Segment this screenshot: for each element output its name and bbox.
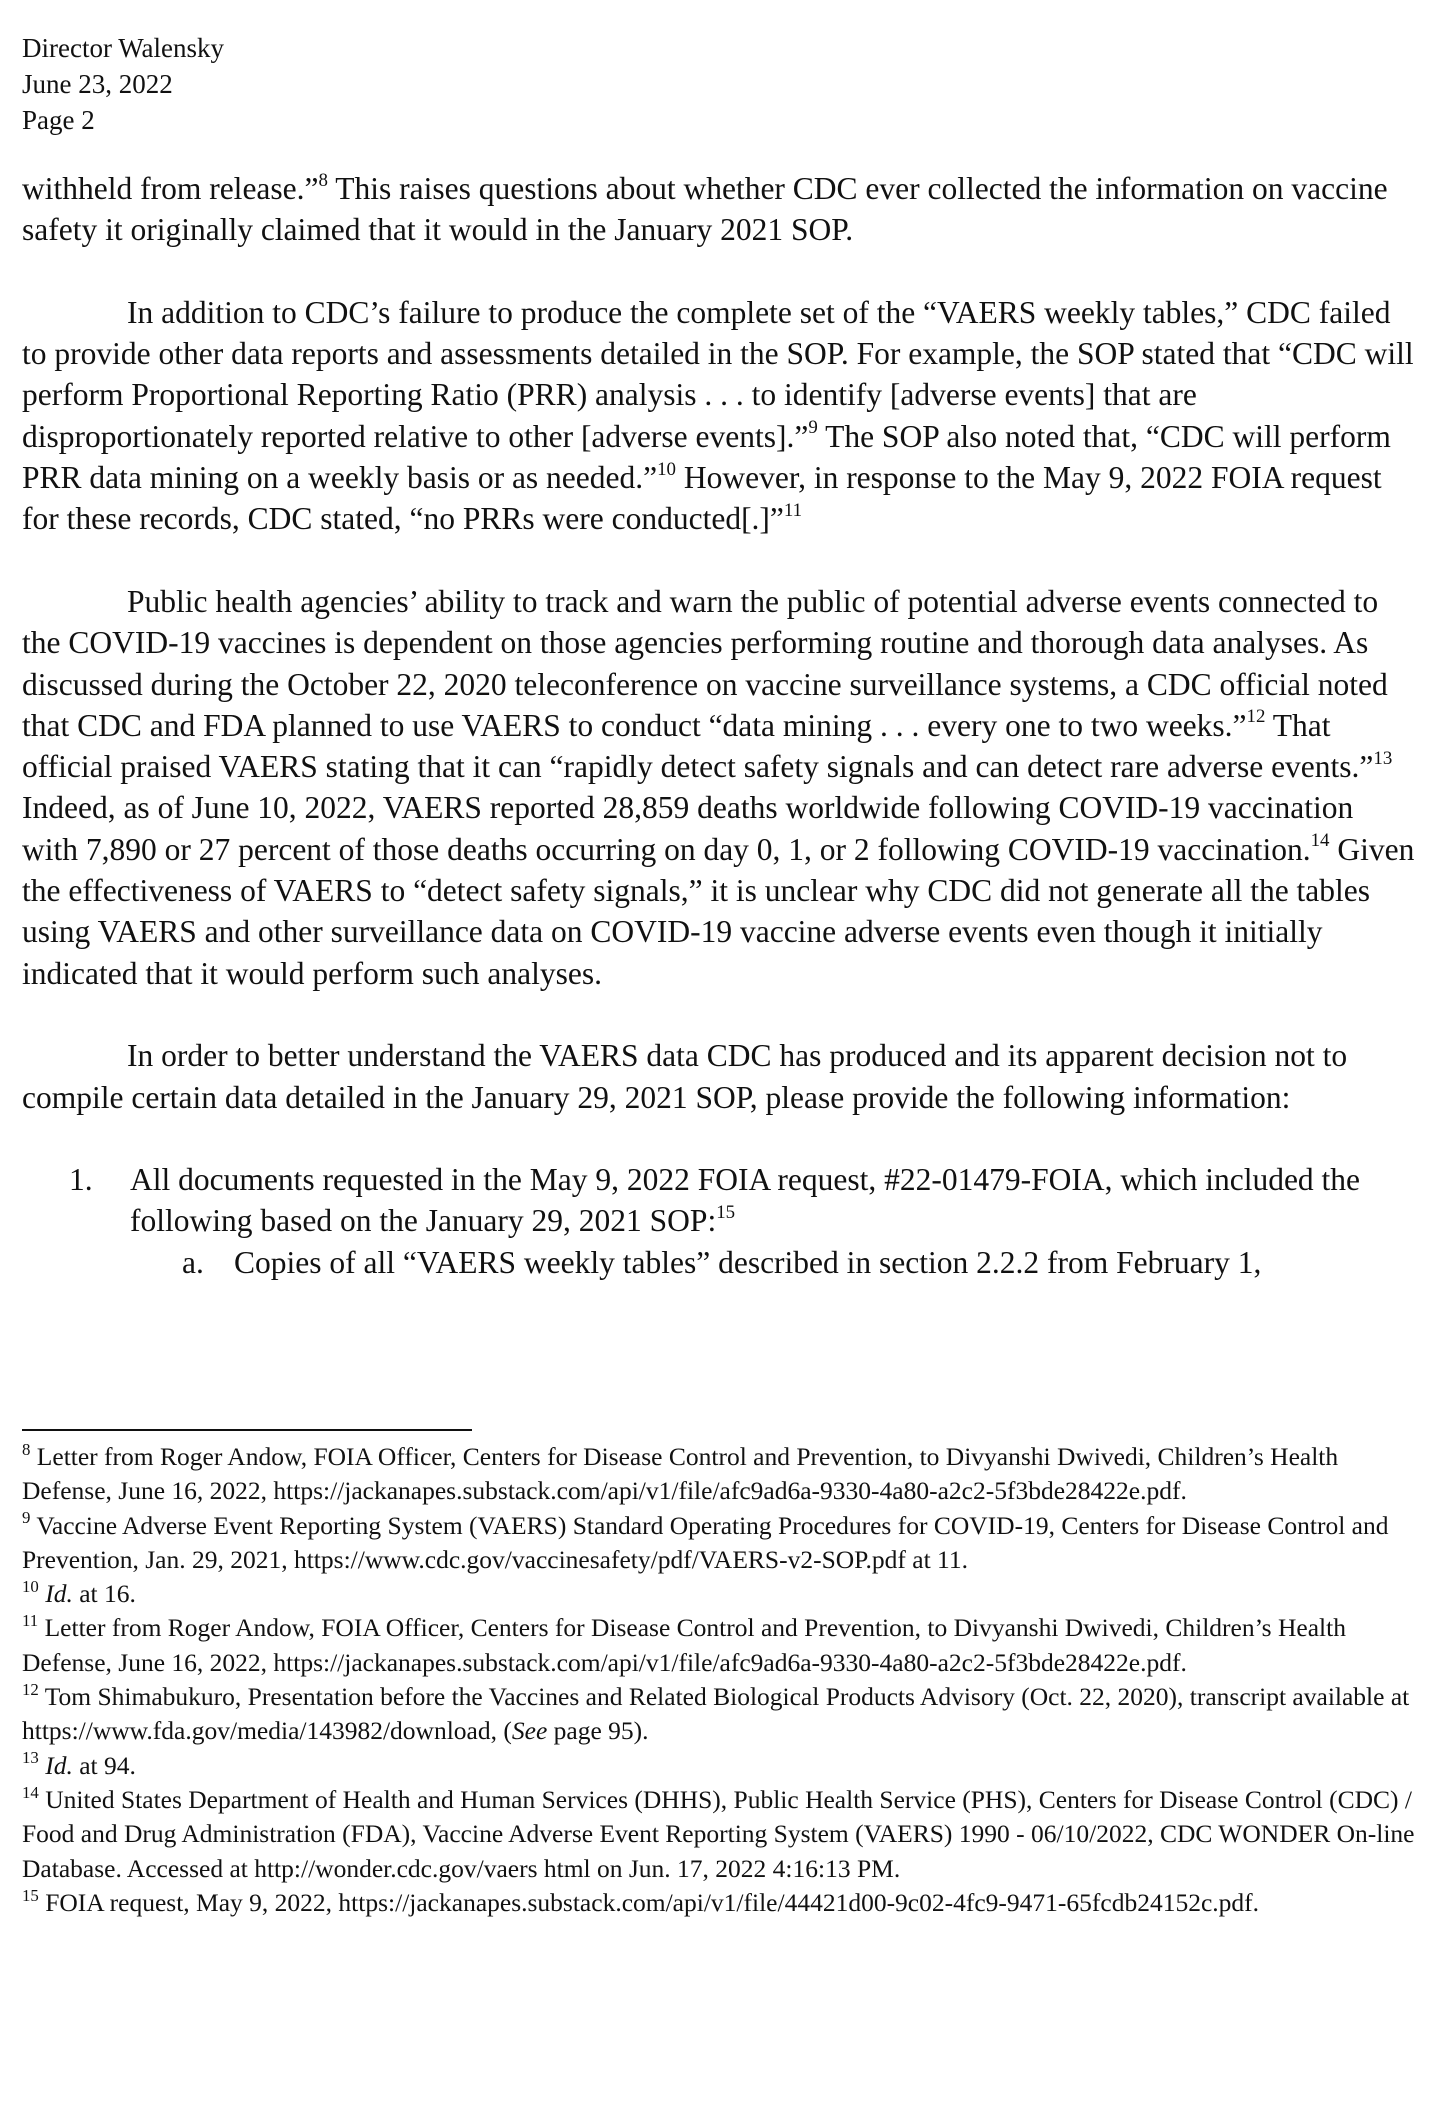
footnote-text: page 95). (547, 1716, 649, 1746)
footnote-number: 13 (22, 1748, 39, 1768)
footnote-number: 8 (22, 1439, 31, 1459)
footnote-text: at 16. (72, 1579, 136, 1609)
text-run: That official praised VAERS stating that it can “rapidly detect safety signals and can detect rare adverse events.” (22, 707, 1374, 785)
footnote-signal: See (511, 1716, 548, 1746)
paragraph-3 (22, 581, 1417, 994)
text-run: In addition to CDC’s failure to produce the complete set of the “VAERS weekly tables,” CDC failed to provide other data reports and assessments detailed in the SOP. For example, the SOP stated that “CDC will perform Proportional Reporting Ratio (PRR) analysis . . . to identify [adverse events] that are disproportionately reported relative to other [adverse events].” (22, 294, 1414, 454)
footnote-separator (22, 1429, 472, 1431)
paragraph-4: In order to better understand the VAERS data CDC has produced and its apparent decision not to compile certain data detailed in the January 29, 2021 SOP, please provide the following information: (22, 1038, 1348, 1115)
footnote-ref-13: 13 (1373, 747, 1393, 769)
sub-list-item-text: Copies of all “VAERS weekly tables” described in section 2.2.2 from February 1, (234, 1244, 1262, 1280)
footnote-text: United States Department of Health and Human Services (DHHS), Public Health Service (PHS), Centers for Disease Control (CDC) / Food and Drug Administration (FDA), Vaccine Adverse Event Reporting System (VAERS) 1990 - 06/10/2022, CDC WONDER On-line Database. Accessed at http://wonder.cdc.gov/vaers html on Jun. 17, 2022 4:16:13 PM. (22, 1784, 1415, 1883)
footnote-11 (22, 1611, 1417, 1680)
letter-date: June 23, 2022 (22, 69, 173, 99)
letter-header (22, 30, 224, 138)
letter-body (22, 168, 1417, 1283)
sub-list-letter: a. (182, 1244, 204, 1280)
footnote-number: 10 (22, 1576, 39, 1596)
footnote-ref-14: 14 (1310, 830, 1330, 852)
list-item-text: All documents requested in the May 9, 2022 FOIA request, #22-01479-FOIA, which included the following based on the January 29, 2021 SOP: (130, 1162, 1361, 1239)
footnote-text: Letter from Roger Andow, FOIA Officer, Centers for Disease Control and Prevention, to Divyanshi Dwivedi, Children’s Health Defense, June 16, 2022, https://jackanapes.substack.com/api/v1/file/afc9ad6a-9330-4a80-a2c2-5f3bde28422e.pdf. (22, 1613, 1346, 1677)
text-run: However, in response to the May 9, 2022 FOIA request for these records, CDC stated, “no PRRs were conducted[.]” (22, 460, 1382, 537)
footnote-10 (22, 1577, 1417, 1611)
request-list (22, 1159, 1417, 1283)
sub-list-item (22, 1242, 1417, 1283)
text-run: This raises questions about whether CDC ever collected the information on vaccine safety it originally claimed that it would in the January 2021 SOP. (22, 171, 1388, 248)
footnote-12 (22, 1680, 1417, 1749)
footnote-ref-11: 11 (783, 500, 803, 521)
footnote-13 (22, 1749, 1417, 1783)
text-run: withheld from release.” (22, 171, 319, 206)
footnote-text: FOIA request, May 9, 2022, https://jackanapes.substack.com/api/v1/file/44421d00-9c02-4fc9-9471-65fcdb24152c.pdf. (38, 1887, 1260, 1917)
list-item (22, 1159, 1417, 1242)
text-run: Given the effectiveness of VAERS to “detect safety signals,” it is unclear why CDC did not generate all the tables using VAERS and other surveillance data on COVID-19 vaccine adverse events even though it initially indicated that it would perform such analyses. (22, 831, 1415, 991)
footnote-8 (22, 1440, 1417, 1509)
footnote-ref-8: 8 (318, 169, 328, 191)
footnote-text: Vaccine Adverse Event Reporting System (VAERS) Standard Operating Procedures for COVID-19, Centers for Disease Control and Prevention, Jan. 29, 2021, https://www.cdc.gov/vaccinesafety/pdf/VAERS-v2-SOP.pdf at 11. (22, 1510, 1389, 1574)
footnote-9 (22, 1509, 1417, 1578)
list-number: 1. (69, 1162, 93, 1198)
page-number: Page 2 (22, 105, 95, 135)
footnote-14 (22, 1783, 1417, 1886)
footnote-number: 14 (22, 1782, 39, 1802)
footnote-text: Letter from Roger Andow, FOIA Officer, Centers for Disease Control and Prevention, to Divyanshi Dwivedi, Children’s Health Defense, June 16, 2022, https://jackanapes.substack.com/api/v1/file/afc9ad6a-9330-4a80-a2c2-5f3bde28422e.pdf. (22, 1442, 1339, 1506)
footnote-ref-10: 10 (657, 458, 676, 480)
footnote-text: at 94. (72, 1750, 136, 1780)
footnotes (22, 1440, 1417, 1920)
text-run: The SOP also noted that, “CDC will perform PRR data mining on a weekly basis or as needed.” (22, 418, 1391, 496)
footnote-15 (22, 1886, 1417, 1920)
footnote-number: 12 (22, 1679, 39, 1699)
text-run: Public health agencies’ ability to track and warn the public of potential adverse events connected to the COVID-19 vaccines is dependent on those agencies performing routine and thorough data analyses. As discussed during the October 22, 2020 teleconference on vaccine surveillance systems, a CDC official noted that CDC and FDA planned to use VAERS to conduct “data mining . . . every one to two weeks.” (22, 583, 1388, 743)
footnote-number: 11 (22, 1611, 39, 1631)
footnote-number: 9 (22, 1508, 31, 1528)
paragraph-1 (22, 168, 1417, 251)
paragraph-2 (22, 292, 1417, 540)
footnote-id-citation: Id. (45, 1750, 73, 1780)
text-run: Indeed, as of June 10, 2022, VAERS reported 28,859 deaths worldwide following COVID-19 vaccination with 7,890 or 27 percent of those deaths occurring on day 0, 1, or 2 following COVID-19 vaccination. (22, 790, 1354, 867)
footnote-number: 15 (22, 1885, 39, 1905)
footnote-text: Tom Shimabukuro, Presentation before the Vaccines and Related Biological Products Advisory (Oct. 22, 2020), transcript available at https://www.fda.gov/media/143982/download, ( (22, 1682, 1410, 1746)
footnote-ref-15: 15 (716, 1202, 736, 1224)
footnote-ref-9: 9 (808, 417, 818, 439)
footnote-id-citation: Id. (45, 1579, 73, 1609)
footnote-ref-12: 12 (1246, 706, 1266, 728)
addressee: Director Walensky (22, 33, 225, 63)
